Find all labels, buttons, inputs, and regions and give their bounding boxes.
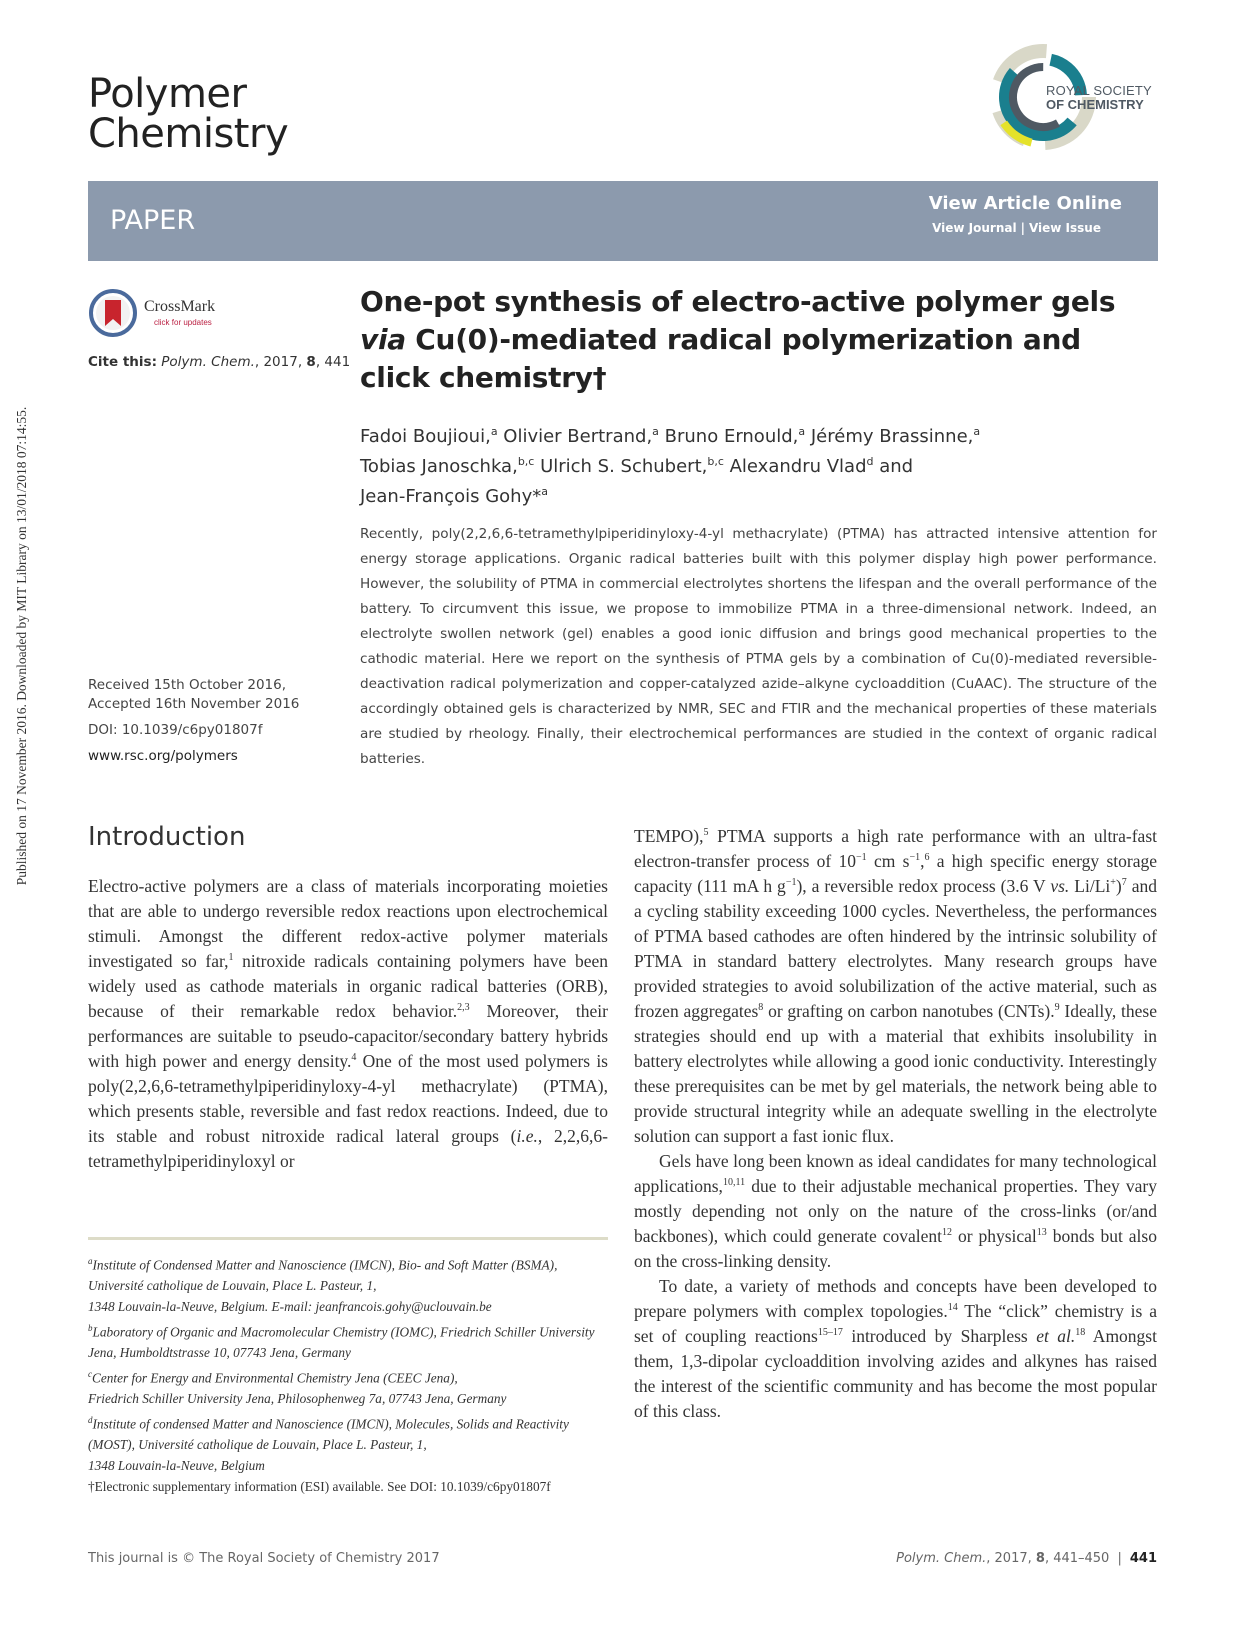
crossmark-label: CrossMark — [144, 298, 216, 315]
footnotes — [88, 1251, 608, 1497]
exponent: −1 — [909, 852, 921, 864]
citation-ref[interactable]: 9 — [1054, 1002, 1060, 1014]
footer-separator: | — [1117, 1551, 1122, 1566]
view-links-separator: | — [1020, 221, 1025, 235]
body-text: and a cycling stability exceeding 1000 cycles. Nevertheless, the performances of PTMA based cathodes are often hindered by the intrinsic solubility of PTMA in standard battery electrolytes. Many research groups have provided strategies to avoid solubilization of the active material, such as frozen aggregates — [634, 876, 1157, 1021]
doi: DOI: 10.1039/c6py01807f — [88, 722, 263, 738]
body-text: due to their adjustable mechanical properties. They vary mostly depending not only on the nature of the cross-links (or/and backbones), which could generate covalent — [634, 1176, 1157, 1246]
article-type-banner — [88, 181, 1158, 261]
author-affiliation: a — [541, 485, 548, 498]
author-name: Fadoi Boujioui, — [360, 426, 491, 447]
affiliation-text: Institute of condensed Matter and Nanoscience (IMCN), Molecules, Solids and Reactivity (MOST), Université catholique de Louvain, Place L. Pasteur, 1, — [88, 1416, 569, 1453]
author-name: Alexandru Vlad — [723, 456, 867, 477]
crossmark-icon — [88, 288, 138, 338]
citation-ref[interactable]: 2,3 — [457, 1002, 470, 1014]
article-dates — [88, 676, 299, 766]
citation-ref[interactable]: 1 — [228, 952, 234, 964]
affiliation-text: Center for Energy and Environmental Chemistry Jena (CEEC Jena), — [92, 1370, 458, 1386]
body-column-left — [88, 874, 608, 1174]
author-affiliation: b,c — [517, 455, 535, 468]
footer-year: , 2017, — [986, 1551, 1036, 1566]
body-text-italic: vs. — [1050, 876, 1070, 896]
affiliation-text: Laboratory of Organic and Macromolecular Chemistry (IOMC), Friedrich Schiller University Jena, Humboldtstrasse 10, 07743 Jena, Germany — [88, 1324, 595, 1361]
author-name: Tobias Janoschka, — [360, 456, 518, 477]
body-column-right — [634, 824, 1157, 1424]
author-affiliation: a — [490, 425, 498, 438]
cite-prefix: Cite this: — [88, 354, 157, 370]
page-footer-citation — [896, 1551, 1157, 1566]
citation-ref[interactable]: 4 — [351, 1052, 357, 1064]
body-text: ), a reversible redox process (3.6 V — [796, 876, 1051, 896]
affiliation-d-cont: 1348 Louvain-la-Neuve, Belgium — [88, 1457, 265, 1473]
affiliation-text: Institute of Condensed Matter and Nanoscience (IMCN), Bio- and Soft Matter (BSMA), Université catholique de Louvain, Place L. Pasteur, 1, — [88, 1257, 558, 1294]
author-line1 — [360, 419, 1160, 449]
body-text: Ideally, these strategies should end up with a material that exhibits insolubility in battery electrolytes while allowing a good ionic conductivity. Interestingly these prerequisites can be met by gel materials, the network being able to provide structural integrity while an adequate swelling in the electrolyte solution can support a fast ionic flux. — [634, 1001, 1157, 1146]
view-journal-link[interactable]: View Journal — [932, 221, 1017, 235]
article-title-line2 — [360, 321, 1160, 359]
author-name: Ulrich S. Schubert, — [534, 456, 708, 477]
body-text: Electro-active polymers are a class of materials incorporating moieties that are able to undergo reversible redox reactions upon electrochemical stimuli. Amongst the different redox-active polymer materials investigated so far, — [88, 876, 608, 971]
citation-ref[interactable]: 6 — [924, 852, 930, 864]
footer-volume: 8 — [1035, 1551, 1045, 1566]
body-text: PTMA supports a high rate performance with an ultra-fast electron-transfer process of 10 — [634, 826, 1157, 871]
journal-title-line2: Chemistry — [88, 111, 289, 157]
author-name: Bruno Ernould, — [658, 426, 799, 447]
citation-ref[interactable]: 5 — [703, 827, 709, 839]
view-issue-link[interactable]: View Issue — [1028, 221, 1101, 235]
article-title — [360, 283, 1160, 397]
affiliation-a-cont: 1348 Louvain-la-Neuve, Belgium. E-mail: jeanfrancois.gohy@uclouvain.be — [88, 1299, 492, 1315]
citation-ref[interactable]: 8 — [758, 1002, 764, 1014]
copyright-footer: This journal is © The Royal Society of Chemistry 2017 — [88, 1551, 440, 1566]
body-paragraph — [634, 824, 1157, 1149]
cite-volume: 8 — [306, 354, 316, 370]
cite-page: , 441 — [315, 354, 351, 370]
body-text-italic: et al. — [1036, 1326, 1076, 1346]
body-text-italic: i.e. — [516, 1126, 538, 1146]
article-type-label: PAPER — [110, 205, 196, 236]
cite-year: , 2017, — [254, 354, 307, 370]
body-text: , — [920, 851, 925, 871]
affiliation-c — [88, 1364, 608, 1389]
body-paragraph — [634, 1149, 1157, 1274]
author-affiliation: a — [973, 425, 981, 438]
journal-title-line1: Polymer — [88, 71, 247, 117]
citation-ref[interactable]: 15–17 — [817, 1327, 843, 1339]
citation-ref[interactable]: 13 — [1036, 1227, 1047, 1239]
author-affiliation: b,c — [707, 455, 724, 468]
author-name: Jean-François Gohy* — [360, 486, 542, 507]
publication-side-note: Published on 17 November 2016. Downloaded by MIT Library on 13/01/2018 07:14:55. — [14, 406, 29, 886]
citation-ref[interactable]: 7 — [1121, 877, 1127, 889]
accepted-date: Accepted 16th November 2016 — [88, 696, 300, 712]
cite-journal: Polym. Chem. — [161, 354, 255, 370]
citation-ref[interactable]: 18 — [1075, 1327, 1086, 1339]
article-title-line1: One-pot synthesis of electro-active polymer gels — [360, 285, 1116, 318]
citation-ref[interactable]: 12 — [942, 1227, 953, 1239]
author-affiliation: a — [798, 425, 806, 438]
author-affiliation: d — [866, 455, 874, 468]
exponent: + — [1110, 877, 1116, 889]
author-line2 — [360, 449, 1160, 479]
section-heading-introduction: Introduction — [88, 822, 246, 852]
body-text: TEMPO), — [634, 826, 704, 846]
author-name: Jérémy Brassinne, — [805, 426, 974, 447]
affiliation-mark: a — [88, 1256, 93, 1266]
footer-journal: Polym. Chem. — [896, 1551, 987, 1566]
body-text: The “click” chemistry is a set of coupling reactions — [634, 1301, 1157, 1346]
rsc-wordmark-line2: OF CHEMISTRY — [1046, 97, 1144, 112]
journal-url-link[interactable]: www.rsc.org/polymers — [88, 748, 238, 764]
abstract: Recently, poly(2,2,6,6-tetramethylpiperidinyloxy-4-yl methacrylate) (PTMA) has attracted intensive attention for energy storage applications. Organic radical batteries built with this polymer display high power performance. However, the solubility of PTMA in commercial electrolytes shortens the lifespan and the overall performance of the battery. To circumvent this issue, we propose to immobilize PTMA in a three-dimensional network. Indeed, an electrolyte swollen network (gel) enables a good ionic diffusion and brings good mechanical properties to the cathodic material. Here we report on the synthesis of PTMA gels by a combination of Cu(0)-mediated reversible-deactivation radical polymerization and copper-catalyzed azide–alkyne cycloaddition (CuAAC). The structure of the accordingly obtained gels is characterized by NMR, SEC and FTIR and the mechanical properties of these materials are studied by rheology. Finally, their electrochemical performances are studied in the context of organic radical batteries. — [360, 526, 1157, 767]
body-text: , 2,2,6,6-tetramethylpiperidinyloxyl or — [88, 1126, 609, 1171]
body-text: Gels have long been known as ideal candidates for many technological applications, — [634, 1151, 1157, 1196]
body-text: One of the most used polymers is poly(2,2,6,6-tetramethylpiperidinyloxy-4-yl methacrylate) (PTMA), which presents stable, reversible and fast redox reactions. Indeed, due to its stable and robust nitroxide radical lateral groups ( — [88, 1051, 608, 1146]
body-text: Li/Li — [1069, 876, 1111, 896]
affiliation-mark: d — [88, 1414, 93, 1425]
view-links — [932, 221, 1101, 235]
rsc-wordmark-line1: ROYAL SOCIETY — [1046, 83, 1152, 98]
author-line3 — [360, 479, 1160, 509]
body-text: ) — [1115, 876, 1122, 896]
rsc-wordmark — [1046, 84, 1152, 112]
affiliation-b — [88, 1318, 608, 1364]
author-conjunction: and — [873, 456, 914, 477]
author-name: Olivier Bertrand, — [497, 426, 653, 447]
page-number: 441 — [1129, 1551, 1157, 1566]
affiliation-c-cont: Friedrich Schiller University Jena, Philosophenweg 7a, 07743 Jena, Germany — [88, 1391, 507, 1407]
article-title-via: via — [360, 323, 406, 356]
footnote-divider — [88, 1237, 608, 1240]
body-text: or grafting on carbon nanotubes (CNTs). — [763, 1001, 1055, 1021]
body-text: or physical — [952, 1226, 1037, 1246]
citation-ref[interactable]: 14 — [947, 1302, 958, 1314]
citation-ref[interactable]: 10,11 — [722, 1177, 746, 1189]
author-affiliation: a — [652, 425, 659, 438]
journal-title — [88, 71, 289, 157]
affiliation-a — [88, 1251, 608, 1297]
exponent: −1 — [856, 852, 867, 864]
body-paragraph — [88, 874, 608, 1174]
affiliation-mark: c — [88, 1368, 92, 1379]
exponent: −1 — [785, 877, 797, 889]
received-date: Received 15th October 2016, — [88, 677, 286, 693]
body-text: To date, a variety of methods and concepts have been developed to prepare polymers with complex topologies. — [634, 1276, 1157, 1321]
footer-pages: , 441–450 — [1044, 1551, 1110, 1566]
body-text: cm s — [866, 851, 910, 871]
body-text: a high specific energy storage capacity (111 mA h g — [634, 851, 1157, 896]
body-text: bonds but also on the cross-linking density. — [634, 1226, 1157, 1271]
article-title-line3: click chemistry† — [360, 361, 607, 394]
article-title-line2-rest: Cu(0)-mediated radical polymerization and — [405, 323, 1081, 356]
body-text: Amongst them, 1,3-dipolar cycloaddition involving azides and alkynes has raised the interest of the scientific community and has become the most popular of this class. — [634, 1326, 1157, 1421]
cite-this — [88, 354, 350, 370]
author-list — [360, 419, 1160, 509]
body-text: introduced by Sharpless — [842, 1326, 1037, 1346]
crossmark-sublabel: click for updates — [154, 318, 212, 327]
crossmark-badge[interactable] — [88, 288, 228, 340]
view-article-online-link[interactable]: View Article Online — [928, 193, 1122, 214]
body-text: Moreover, their performances are suitable to pseudo-capacitor/secondary battery hybrids with high power and energy density. — [88, 1001, 608, 1071]
affiliation-d — [88, 1410, 608, 1456]
affiliation-mark: b — [88, 1322, 93, 1333]
esi-note: †Electronic supplementary information (ESI) available. See DOI: 10.1039/c6py01807f — [88, 1478, 551, 1494]
body-paragraph — [634, 1274, 1157, 1424]
body-text: nitroxide radicals containing polymers have been widely used as cathode materials in organic radical batteries (ORB), because of their remarkable redox behavior. — [88, 951, 608, 1021]
